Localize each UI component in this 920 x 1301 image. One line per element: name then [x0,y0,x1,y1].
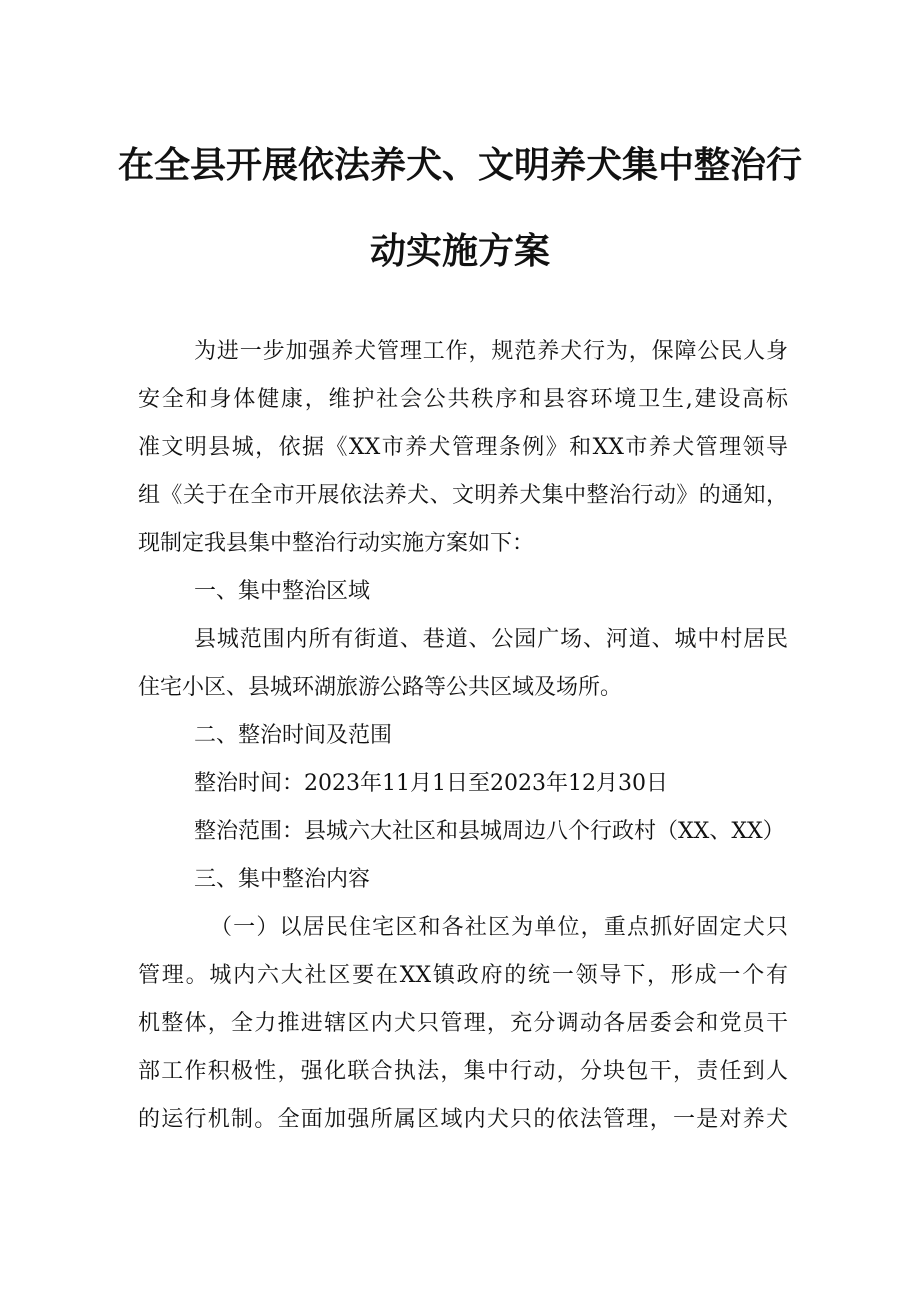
body-line-16: 部工作积极性，强化联合执法，集中行动，分块包干，责任到人 [138,1059,788,1084]
body-line-3: 准文明县城，依据《XX市养犬管理条例》和XX市养犬管理领导 [138,435,788,460]
body-line-14: 管理。城内六大社区要在XX镇政府的统一领导下，形成一个有 [138,963,788,988]
document-title-line-2: 动实施方案 [369,231,550,272]
document-body [138,328,788,1144]
body-line-7: 县城范围内所有街道、巷道、公园广场、河道、城中村居民 [194,627,788,652]
rectification-time: 整治时间：2023年11月1日至2023年12月30日 [194,771,668,796]
body-line-4: 组《关于在全市开展依法养犬、文明养犬集中整治行动》的通知， [138,483,788,508]
section-heading-2: 二、整治时间及范围 [194,723,393,748]
document-title-line-1: 在全县开展依法养犬、文明养犬集中整治行 [117,145,802,186]
body-line-13: （一）以居民住宅区和各社区为单位，重点抓好固定犬只 [210,915,788,940]
body-line-1: 为进一步加强养犬管理工作，规范养犬行为，保障公民人身 [194,339,788,364]
rectification-scope: 整治范围：县城六大社区和县城周边八个行政村（XX、XX） [194,819,785,844]
section-heading-3: 三、集中整治内容 [194,867,371,892]
body-line-2: 安全和身体健康，维护社会公共秩序和县容环境卫生,建设高标 [138,387,788,412]
body-line-8: 住宅小区、县城环湖旅游公路等公共区域及场所。 [138,675,623,700]
body-line-15: 机整体，全力推进辖区内犬只管理，充分调动各居委会和党员干 [138,1011,788,1036]
body-line-5: 现制定我县集中整治行动实施方案如下： [138,531,535,556]
body-line-17: 的运行机制。全面加强所属区域内犬只的依法管理，一是对养犬 [138,1107,788,1132]
section-heading-1: 一、集中整治区域 [194,579,371,604]
